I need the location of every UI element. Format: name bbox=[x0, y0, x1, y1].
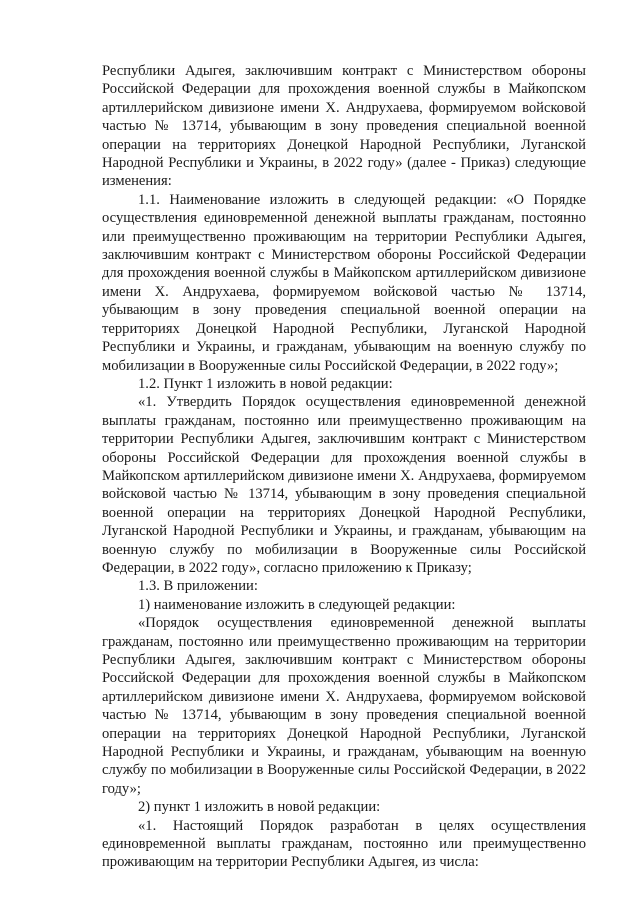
paragraph-continuation: Республики Адыгея, заключившим контракт с Министерством обороны Российской Федерации для прохождения военной службы в Майкопском артиллерийском дивизионе имени Х. Андрухаева, формируемом войсковой частью № 13714, убывающим в зону проведения специальной военной операции на территориях Донецкой Народной Республики, Луганской Народной Республики и Украины, в 2022 году» (далее - Приказ) следующие изменения: bbox=[102, 63, 586, 190]
paragraph-item-2-text: «1. Настоящий Порядок разработан в целях осуществления единовременной выплаты гражданам, постоянно или преимущественно проживающим на территории Республики Адыгея, из числа: bbox=[102, 817, 586, 871]
document-body bbox=[102, 62, 586, 872]
paragraph-item-1: 1) наименование изложить в следующей редакции: bbox=[138, 596, 456, 613]
paragraph-1-2: 1.2. Пункт 1 изложить в новой редакции: bbox=[138, 375, 393, 392]
paragraph-1-1: 1.1. Наименование изложить в следующей редакции: «О Порядке осуществления единовременной денежной выплаты гражданам, постоянно или преимущественно проживающим на территории Республики Адыгея, заключившим контракт с Министерством обороны Российской Федерации для прохождения военной службы в Майкопском артиллерийском дивизионе имени Х. Андрухаева, формируемом войсковой частью № 13714, убывающим в зону проведения специальной военной операции на территориях Донецкой Народной Республики, Луганской Народной Республики и Украины, и гражданам, убывающим на военную службу по мобилизации в Вооруженные силы Российской Федерации, в 2022 году»; bbox=[102, 191, 586, 374]
paragraph-item-1-text: «Порядок осуществления единовременной денежной выплаты гражданам, постоянно или преимущественно проживающим на территории Республики Адыгея, заключившим контракт с Министерством обороны Российской Федерации для прохождения военной службы в Майкопском артиллерийском дивизионе имени Х. Андрухаева, формируемом войсковой частью № 13714, убывающим в зону проведения специальной военной операции на территориях Донецкой Народной Республики, Луганской Народной Республики и Украины, и гражданам, убывающим на военную службу по мобилизации в Вооруженные силы Российской Федерации, в 2022 году»; bbox=[102, 615, 586, 797]
paragraph-1-2-text: «1. Утвердить Порядок осуществления единовременной денежной выплаты гражданам, постоянно или преимущественно проживающим на территории Республики Адыгея, заключившим контракт с Министерством обороны Российской Федерации для прохождения военной службы в Майкопском артиллерийском дивизионе имени Х. Андрухаева, формируемом войсковой частью № 13714, убывающим в зону проведения специальной военной операции на территориях Донецкой Народной Республики, Луганской Народной Республики и Украины, и гражданам, убывающим на военную службу по мобилизации в Вооруженные силы Российской Федерации, в 2022 году», согласно приложению к Приказу; bbox=[102, 394, 586, 576]
paragraph-item-2: 2) пункт 1 изложить в новой редакции: bbox=[138, 799, 381, 816]
paragraph-1-3: 1.3. В приложении: bbox=[138, 578, 258, 595]
